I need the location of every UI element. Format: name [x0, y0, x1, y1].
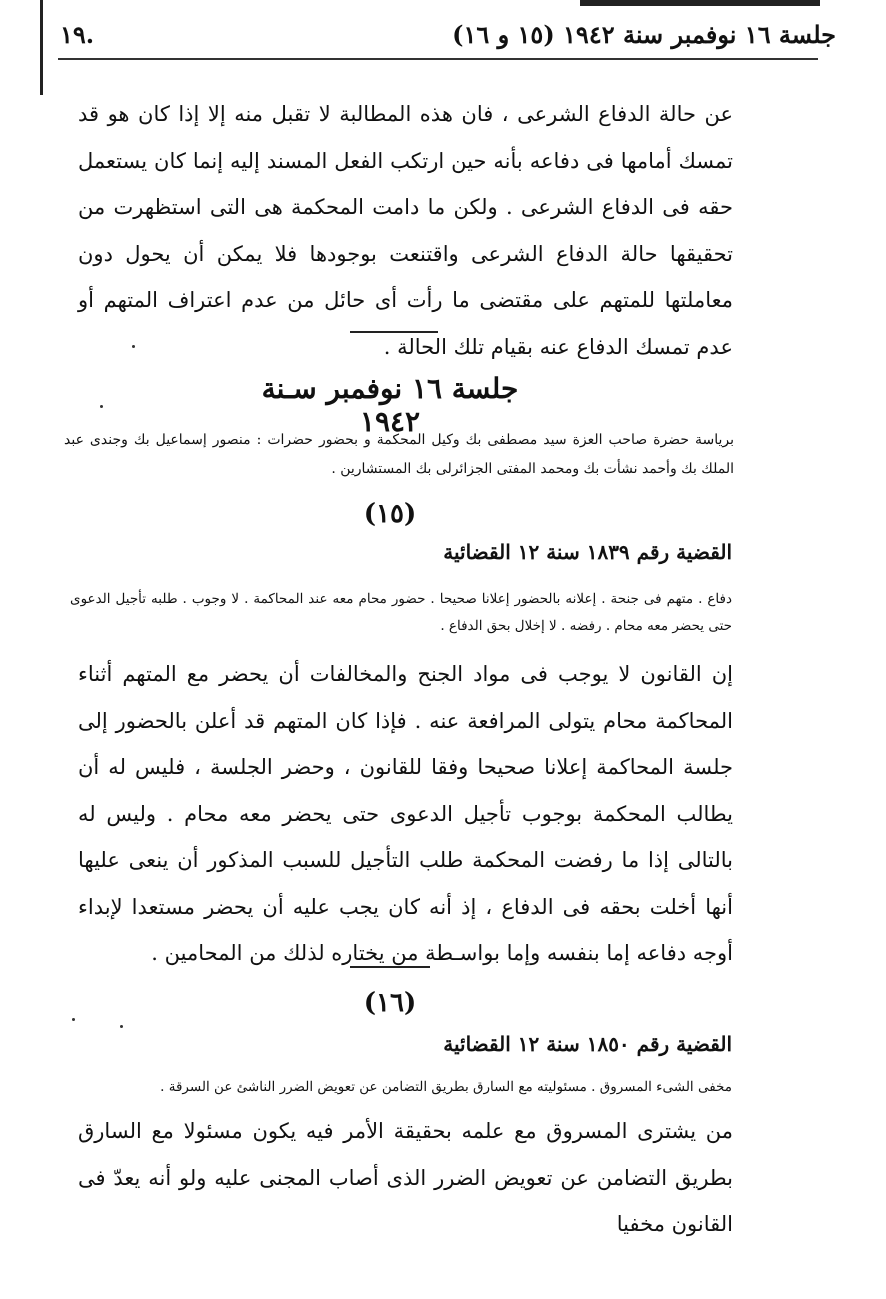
- case-reference-16: القضية رقم ١٨٥٠ سنة ١٢ القضائية: [443, 1032, 732, 1056]
- header-rule: [58, 58, 818, 60]
- running-title: جلسة ١٦ نوفمبر سنة ١٩٤٢ (١٥ و ١٦): [452, 19, 836, 49]
- scan-speck: [120, 1025, 123, 1028]
- scan-edge-mark-top: [580, 0, 820, 6]
- case-reference-15: القضية رقم ١٨٣٩ سنة ١٢ القضائية: [443, 540, 732, 564]
- case-number-16: (١٦): [363, 988, 417, 1018]
- scan-speck: [72, 1018, 75, 1021]
- paragraph-self-defense: عن حالة الدفاع الشرعى ، فان هذه المطالبة لا تقبل منه إلا إذا كان هو قد تمسك أمامها فى دفاعه بأنه حين ارتكب الفعل المسند إليه إنما كان يستعمل حقه فى الدفاع الشرعى . ولكن ما دامت المحكمة هى التى استظهرت من تحقيقها حالة الدفاع الشرعى واقتنعت بوجودها فلا يمكن أن يحول دون معاملتها للمتهم على مقتضى ما رأت أى حائل من عدم اعتراف المتهم أو عدم تمسك الدفاع عنه بقيام تلك الحالة .: [78, 102, 733, 359]
- section-divider: [350, 966, 430, 968]
- presidency-line: برياسة حضرة صاحب العزة سيد مصطفى بك وكيل المحكمة و بحضور حضرات : منصور إسماعيل بك وجندى عبد الملك بك وأحمد نشأت بك ومحمد المفتى الجزائرلى بك المستشارين .: [64, 432, 734, 477]
- scan-edge-mark: [40, 0, 43, 95]
- case-text-15: إن القانون لا يوجب فى مواد الجنح والمخالفات أن يحضر مع المتهم أثناء المحاكمة محام يتولى المرافعة عنه . فإذا كان المتهم قد أعلن بالحضور إلى جلسة المحاكمة إعلانا صحيحا وفقا للقانون ، وحضر الجلسة ، فليس له أن يطالب المحكمة بوجوب تأجيل الدعوى حتى يحضر معه محام . وليس له بالتالى إذا ما رفضت المحكمة طلب التأجيل للسبب المذكور أن ينعى عليها أنها أخلت بحقه فى الدفاع ، إذ أنه كان يجب عليه أن يحضر مستعدا لإبداء أوجه دفاعه إما بنفسه وإما بواسـطة من يختاره لذلك من المحامين .: [78, 662, 733, 965]
- scan-speck: [100, 405, 103, 408]
- page-number: .١٩: [60, 19, 95, 49]
- scan-speck: [132, 345, 135, 348]
- case-number-15: (١٥): [363, 499, 417, 529]
- section-divider: [350, 331, 438, 333]
- case-text-16: من يشترى المسروق مع علمه بحقيقة الأمر فيه يكون مسئولا مع السارق بطريق التضامن عن تعويض الضرر الذى أصاب المجنى عليه ولو أنه يعدّ فى القانون مخفيا: [78, 1119, 733, 1236]
- case-summary-15: دفاع . متهم فى جنحة . إعلانه بالحضور إعلانا صحيحا . حضور محام معه عند المحاكمة . لا وجوب . طلبه تأجيل الدعوى حتى يحضر معه محام . رفضه . لا إخلال بحق الدفاع .: [70, 591, 732, 634]
- session-heading: جلسة ١٦ نوفمبر سـنة ١٩٤٢: [261, 372, 519, 438]
- case-summary-16: مخفى الشىء المسروق . مسئوليته مع السارق بطريق التضامن عن تعويض الضرر الناشئ عن السرقة .: [160, 1079, 732, 1095]
- running-head: [60, 14, 836, 54]
